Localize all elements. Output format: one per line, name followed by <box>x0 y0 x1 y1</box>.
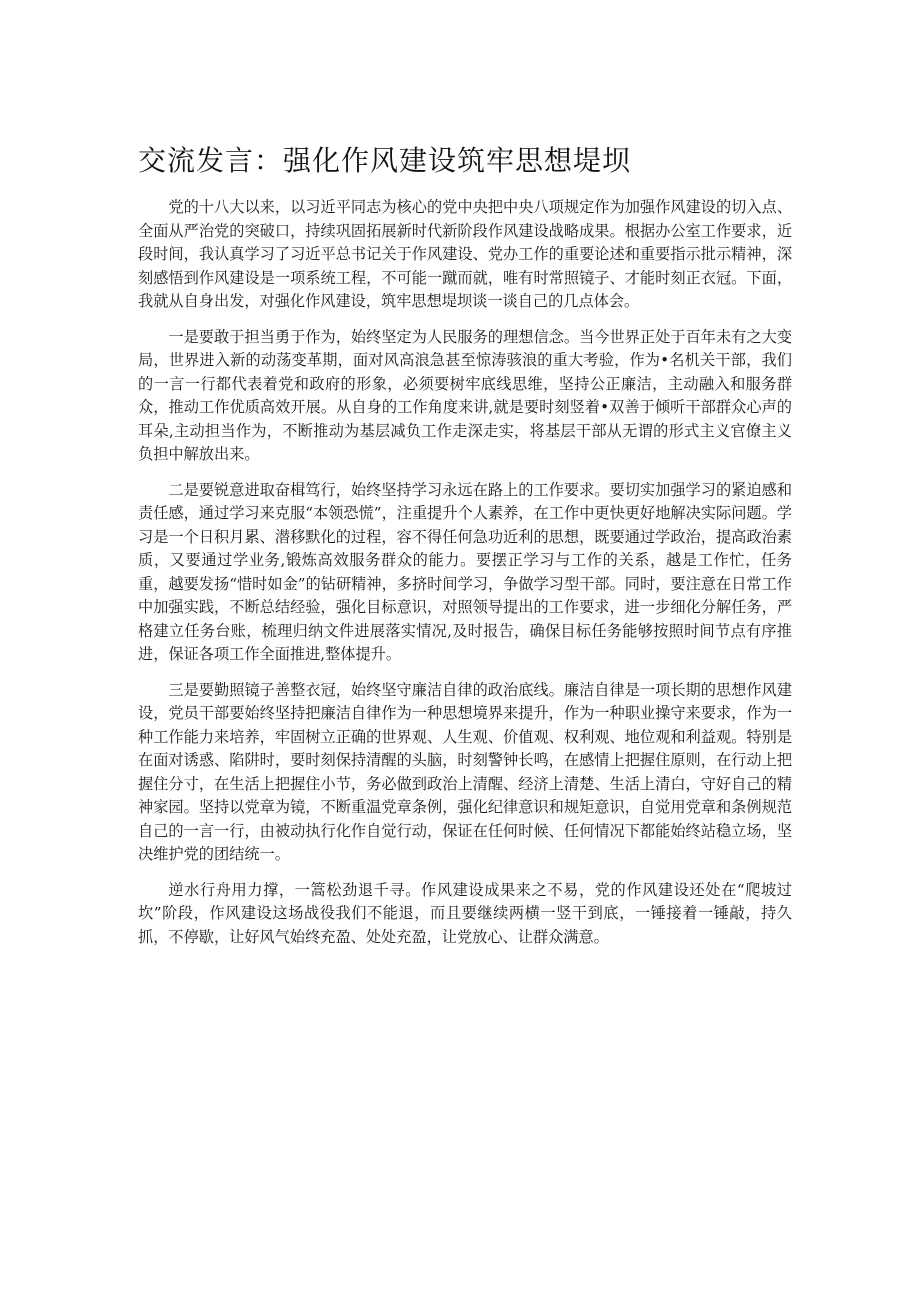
paragraph-point-one: 一是要敢于担当勇于作为，始终坚定为人民服务的理想信念。当今世界正处于百年未有之大变局，世界进入新的动荡变革期，面对风高浪急甚至惊涛骇浪的重大考验，作为•名机关干部，我们的一言一行都代表着党和政府的形象，必须要树牢底线思维，坚持公正廉洁，主动融入和服务群众，推动工作优质高效开展。从自身的工作角度来讲,就是要时刻竖着•双善于倾听干部群众心声的耳朵,主动担当作为，不断推动为基层减负工作走深走实，将基层干部从无谓的形式主义官僚主义负担中解放出来。 <box>138 327 792 463</box>
paragraph-intro: 党的十八大以来，以习近平同志为核心的党中央把中央八项规定作为加强作风建设的切入点、全面从严治党的突破口，持续巩固拓展新时代新阶段作风建设战略成果。根据办公室工作要求，近段时间，我认真学习了习近平总书记关于作风建设、党办工作的重要论述和重要指示批示精神，深刻感悟到作风建设是一项系统工程，不可能一蹴而就，唯有时常照镜子、才能时刻正衣冠。下面，我就从自身出发，对强化作风建设，筑牢思想堤坝谈一谈自己的几点体会。 <box>138 198 792 310</box>
document-body <box>138 196 792 961</box>
paragraph-conclusion: 逆水行舟用力撑，一篙松劲退千寻。作风建设成果来之不易，党的作风建设还处在“爬坡过坎”阶段，作风建设这场战役我们不能退，而且要继续两横一竖干到底，一锤接着一锤敲，持久抓，不停歇，让好风气始终充盈、处处充盈，让党放心、让群众满意。 <box>138 880 792 946</box>
paragraph-point-two: 二是要锐意进取奋楫笃行，始终坚持学习永远在路上的工作要求。要切实加强学习的紧迫感和责任感，通过学习来克服“本领恐慌”，注重提升个人素养，在工作中更快更好地解决实际问题。学习是一个日积月累、潜移默化的过程，容不得任何急功近利的思想，既要通过学政治，提高政治素质，又要通过学业务,锻炼高效服务群众的能力。要摆正学习与工作的关系，越是工作忙，任务重，越要发扬“惜时如金”的钻研精神，多挤时间学习，争做学习型干部。同时，要注意在日常工作中加强实践，不断总结经验，强化目标意识，对照领导提出的工作要求，进一步细化分解任务，严格建立任务台账，梳理归纳文件进展落实情况,及时报告，确保目标任务能够按照时间节点有序推进，保证各项工作全面推进,整体提升。 <box>138 480 792 663</box>
document-title: 交流发言：强化作风建设筑牢思想堤坝 <box>138 144 632 177</box>
paragraph-point-three: 三是要勤照镜子善整衣冠，始终坚守廉洁自律的政治底线。廉洁自律是一项长期的思想作风建设，党员干部要始终坚持把廉洁自律作为一种思想境界来提升，作为一种职业操守来要求，作为一种工作能力来培养，牢固树立正确的世界观、人生观、价值观、权利观、地位观和利益观。特别是在面对诱惑、陷阱时，要时刻保持清醒的头脑，时刻警钟长鸣，在感情上把握住原则，在行动上把握住分寸，在生活上把握住小节，务必做到政治上清醒、经济上清楚、生活上清白，守好自己的精神家园。坚持以党章为镜，不断重温党章条例，强化纪律意识和规矩意识，自觉用党章和条例规范自己的一言一行，由被动执行化作自觉行动，保证在任何时候、任何情况下都能始终站稳立场，坚决维护党的团结统一。 <box>138 680 792 863</box>
